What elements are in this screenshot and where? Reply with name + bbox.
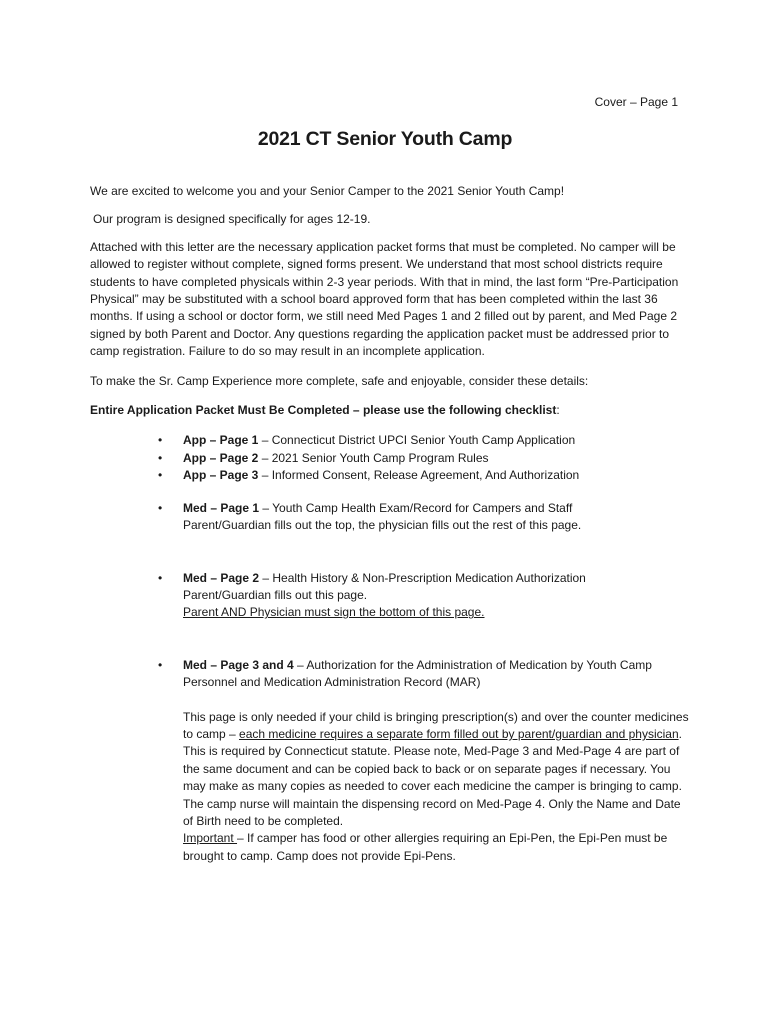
med1-label: Med – Page 1 [183,500,260,515]
med34-paragraph [183,709,690,866]
checklist-item-med2 [90,570,690,622]
checklist-item-app2 [90,450,690,467]
app2-text: – 2021 Senior Youth Camp Program Rules [258,450,489,465]
ages-paragraph: Our program is designed specifically for ages 12-19. [93,212,371,227]
checklist-item-app1 [90,432,690,449]
attached-paragraph: Attached with this letter are the necessary application packet forms that must be completed. No camper will be allowed to register without complete, signed forms present. We understand that most school districts require students to have completed physicals within 2-3 year periods. With that in mind, the last form “Pre-Participation Physical” may be substituted with a school board approved form that has been completed within the last 36 months. If using a school or doctor form, we still need Med Pages 1 and 2 filled out by parent, and Med Page 2 signed by both Parent and Doctor. Any questions regarding the application packet must be addressed prior to camp registration. Failure to do so may result in an incomplete application. [90,239,679,359]
med1-line2: Parent/Guardian fills out the top, the physician fills out the rest of this page. [183,518,582,533]
checklist-heading-text: Entire Application Packet Must Be Completed – please use the following checklist [90,403,557,418]
med34-text: – Authorization for the Administration of Medication by Youth Camp Personnel and Medication Administration Record (MAR) [183,657,652,690]
med2-text: – Health History & Non-Prescription Medication Authorization [259,570,586,585]
checklist-item-app3 [90,467,690,484]
checklist-heading-colon: : [556,403,560,418]
med34-para-underlined: each medicine requires a separate form filled out by parent/guardian and physician [239,726,679,741]
med34-label: Med – Page 3 and 4 [183,657,294,672]
page-title: 2021 CT Senior Youth Camp [257,128,513,150]
app1-text: – Connecticut District UPCI Senior Youth Camp Application [258,433,576,448]
app3-label: App – Page 3 [183,468,259,483]
app2-label: App – Page 2 [183,450,259,465]
checklist [90,432,690,865]
important-label: Important [183,831,238,846]
checklist-heading [90,402,690,419]
page-label: Cover – Page 1 [594,95,678,109]
med2-line3: Parent AND Physician must sign the bottom of this page. [183,605,485,620]
med34-para-b: . This is required by Connecticut statute. Please note, Med-Page 3 and Med-Page 4 are part of the same document and can be copied back to back or on separate pages if necessary. You may make as many copies as needed to cover each medicine the camper is bringing to camp. The camp nurse will maintain the dispensing record on Med-Page 4. Only the Name and Date of Birth need to be completed. [183,726,682,828]
document-body [90,183,690,865]
checklist-item-med1 [90,500,690,535]
med2-line2: Parent/Guardian fills out this page. [183,587,368,602]
med34-para-a: This page is only needed if your child is bringing prescription(s) and over the counter medicines to camp – [183,709,689,741]
app3-text: – Informed Consent, Release Agreement, And Authorization [258,468,580,483]
med1-text: – Youth Camp Health Exam/Record for Campers and Staff [259,500,573,515]
important-text: – If camper has food or other allergies requiring an Epi-Pen, the Epi-Pen must be brought to camp. Camp does not provide Epi-Pens. [183,831,668,863]
app1-label: App – Page 1 [183,433,259,448]
med2-label: Med – Page 2 [183,570,260,585]
details-paragraph: To make the Sr. Camp Experience more complete, safe and enjoyable, consider these details: [90,373,589,388]
checklist-item-med34 [90,657,690,865]
welcome-paragraph: We are excited to welcome you and your Senior Camper to the 2021 Senior Youth Camp! [90,184,565,198]
